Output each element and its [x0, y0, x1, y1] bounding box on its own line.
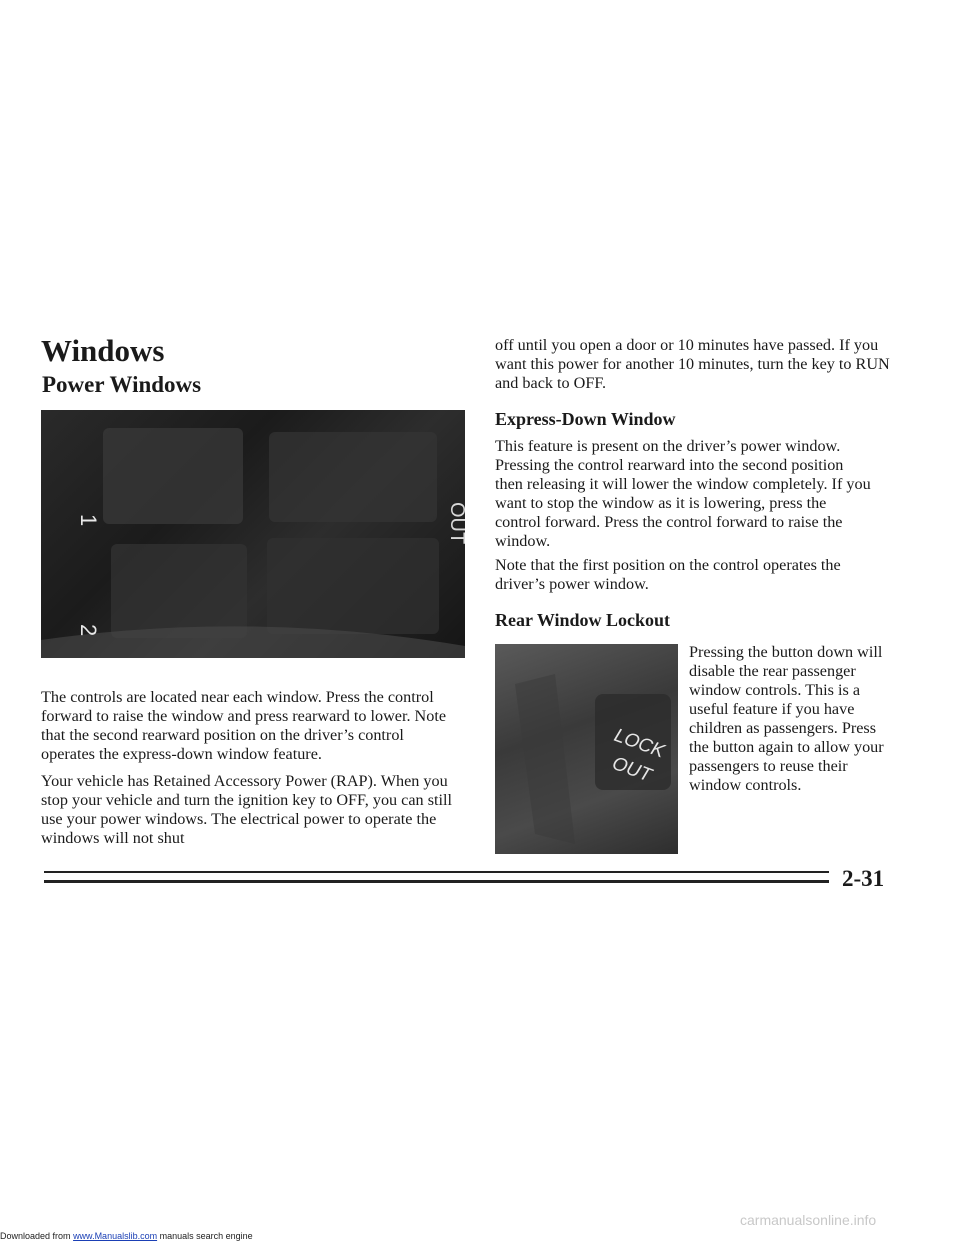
- switch-edge-label: OUT: [446, 502, 468, 545]
- switch-panel-top-left: [103, 428, 243, 524]
- switch-label-1: 1: [76, 514, 101, 527]
- power-window-controls-photo: [41, 410, 468, 658]
- rap-continuation-paragraph: off until you open a door or 10 minutes have passed. If you want this power for another 10 minutes, turn the key to RUN and back to OFF.: [495, 336, 890, 392]
- section-title: Power Windows: [42, 372, 202, 397]
- rap-paragraph: Your vehicle has Retained Accessory Power (RAP). When you stop your vehicle and turn the ignition key to OFF, you can still use your power windows. The electrical power to operate the windows will not shut: [41, 772, 452, 847]
- footer-suffix: manuals search engine: [159, 1231, 253, 1241]
- lockout-paragraph: Pressing the button down will disable the rear passenger window controls. This is a useful feature if you have children as passengers. Press the button again to allow your passengers to reuse their window controls.: [689, 643, 884, 794]
- lockout-label-lock: LOCK: [611, 724, 668, 763]
- switch-panel-top-right: [269, 432, 437, 522]
- first-position-paragraph: Note that the first position on the control operates the driver’s power window.: [495, 556, 841, 593]
- footer-prefix: Downloaded from: [0, 1231, 71, 1241]
- express-down-paragraph: This feature is present on the driver’s power window. Pressing the control rearward into the second position then releasing it will lower the window completely. If you want to stop the window as it is lowering, press the control forward. Press the control forward to raise the window.: [495, 437, 871, 550]
- switch-label-2: 2: [76, 624, 101, 637]
- download-footer: [0, 1230, 960, 1242]
- lockout-heading: Rear Window Lockout: [495, 610, 671, 630]
- controls-paragraph: The controls are located near each window. Press the control forward to raise the window and press rearward to lower. Note that the second rearward position on the driver’s control operates the express-down window feature.: [41, 688, 447, 763]
- lockout-button-photo: [495, 644, 678, 854]
- express-down-heading: Express-Down Window: [495, 409, 676, 429]
- lockout-label-out: OUT: [609, 752, 655, 787]
- switch-panel-bottom-left: [111, 544, 247, 638]
- footer-link[interactable]: www.Manualslib.com: [73, 1231, 158, 1241]
- page-number: 2-31: [842, 866, 885, 891]
- footer-rule-bottom: [44, 880, 829, 883]
- footer-rule-top: [44, 871, 829, 873]
- switch-panel-bottom-right: [267, 538, 439, 634]
- page-title: Windows: [41, 333, 165, 368]
- watermark: carmanualsonline.info: [740, 1212, 877, 1228]
